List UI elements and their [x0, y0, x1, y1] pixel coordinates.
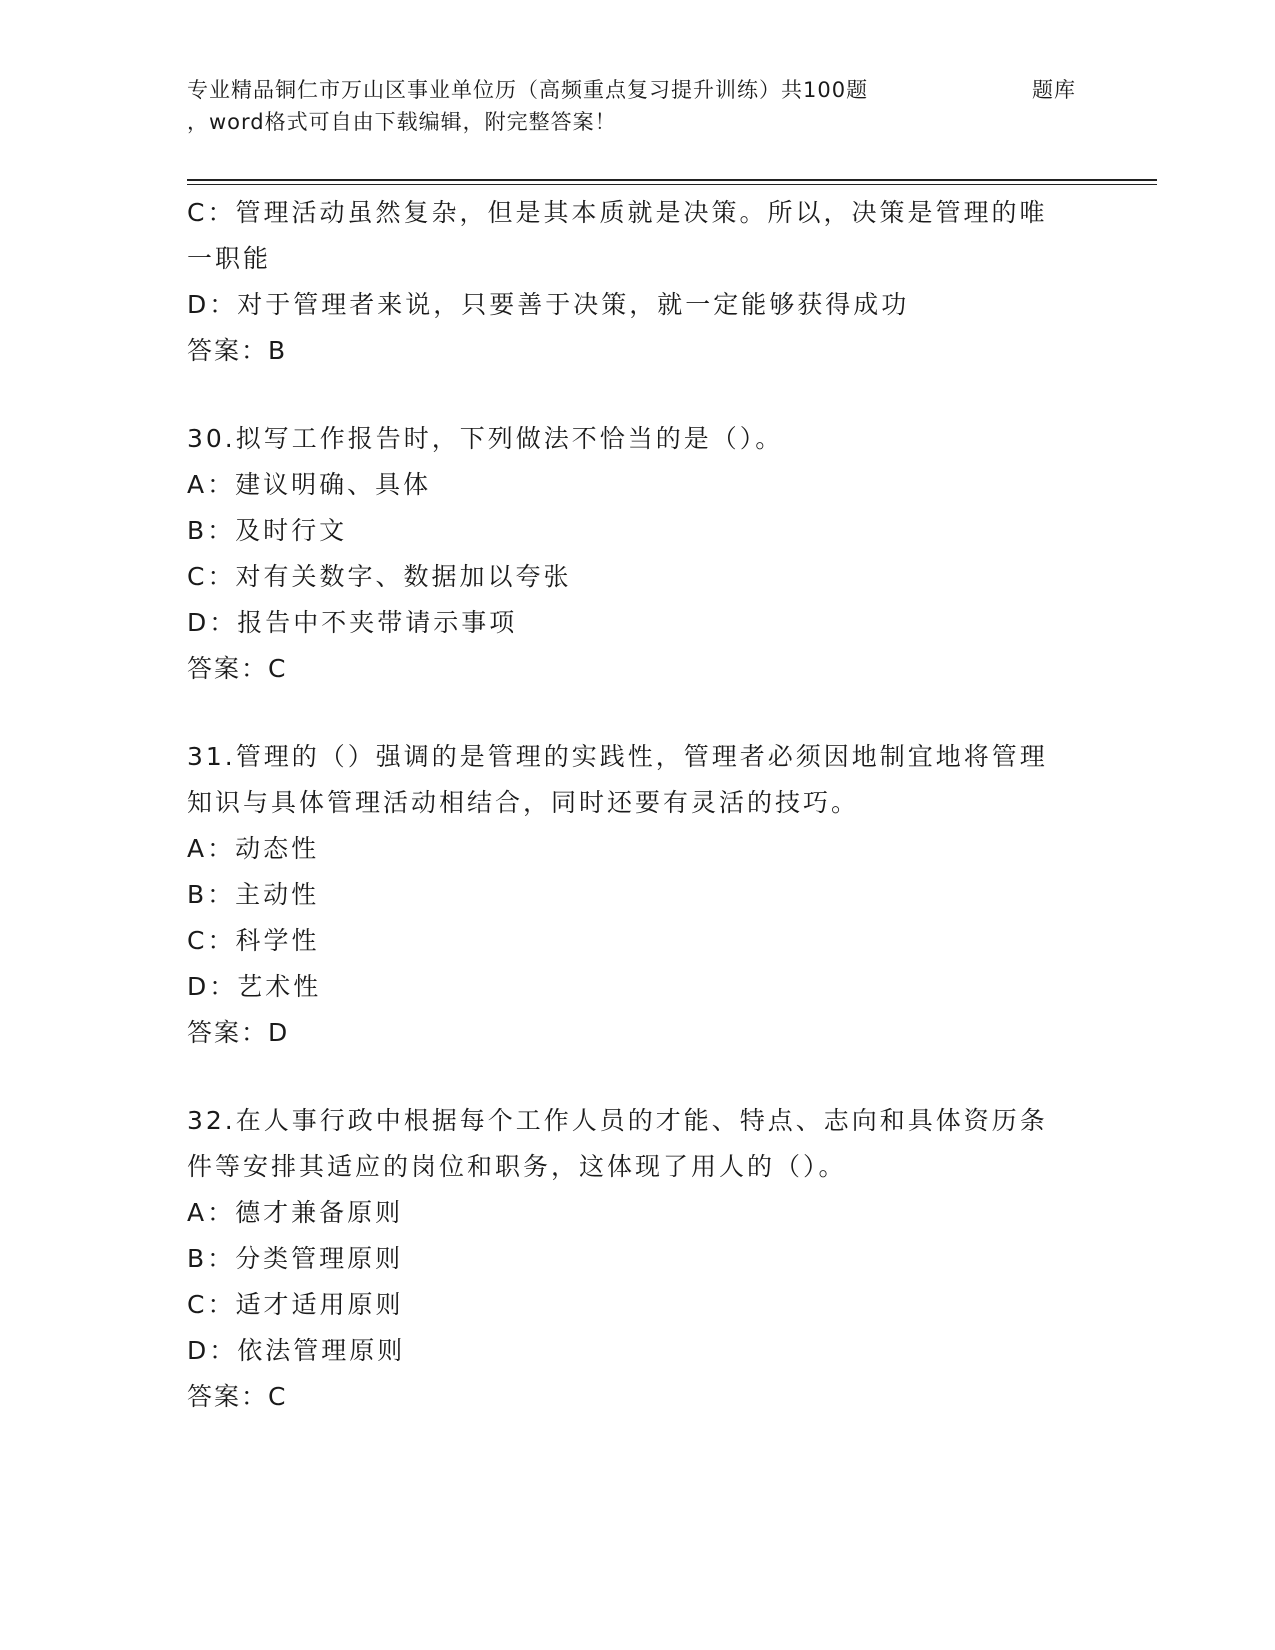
answer: 答案：D — [187, 1018, 290, 1047]
option-a: A：动态性 — [187, 834, 320, 863]
option-c: C：对有关数字、数据加以夸张 — [187, 562, 572, 591]
option-b: B：分类管理原则 — [187, 1244, 404, 1273]
option-c: C：科学性 — [187, 926, 320, 955]
option-b: B：及时行文 — [187, 516, 348, 545]
question-list — [187, 190, 1087, 1420]
header-divider-thin — [187, 184, 1157, 185]
header-subtitle: ，word格式可自由下载编辑，附完整答案！ — [187, 110, 617, 134]
question-stem-continued: 件等安排其适应的岗位和职务，这体现了用人的（）。 — [187, 1152, 847, 1181]
option-a: A：德才兼备原则 — [187, 1198, 404, 1227]
option-c-continued: 一职能 — [187, 244, 272, 273]
option-c: C：管理活动虽然复杂，但是其本质就是决策。所以，决策是管理的唯 — [187, 198, 1048, 227]
option-d: D：对于管理者来说，只要善于决策，就一定能够获得成功 — [187, 290, 910, 319]
document-header — [187, 74, 1087, 138]
option-d: D：艺术性 — [187, 972, 322, 1001]
question-stem-continued: 知识与具体管理活动相结合，同时还要有灵活的技巧。 — [187, 788, 860, 817]
option-b: B：主动性 — [187, 880, 320, 909]
previous-question-tail — [187, 190, 1087, 374]
option-d: D：依法管理原则 — [187, 1336, 406, 1365]
option-a: A：建议明确、具体 — [187, 470, 432, 499]
question-31 — [187, 734, 1087, 1056]
question-stem: 31.管理的（）强调的是管理的实践性，管理者必须因地制宜地将管理 — [187, 742, 1048, 771]
question-stem: 30.拟写工作报告时，下列做法不恰当的是（）。 — [187, 424, 784, 453]
answer: 答案：C — [187, 654, 288, 683]
question-32 — [187, 1098, 1087, 1420]
question-30 — [187, 416, 1087, 692]
header-title-line — [187, 74, 1087, 106]
header-divider-thick — [187, 179, 1157, 181]
option-c: C：适才适用原则 — [187, 1290, 404, 1319]
question-stem: 32.在人事行政中根据每个工作人员的才能、特点、志向和具体资历条 — [187, 1106, 1048, 1135]
option-d: D：报告中不夹带请示事项 — [187, 608, 518, 637]
header-right-label: 题库 — [1032, 78, 1076, 102]
header-title: 专业精品铜仁市万山区事业单位历（高频重点复习提升训练）共100题 — [187, 78, 869, 102]
answer: 答案：B — [187, 336, 288, 365]
answer: 答案：C — [187, 1382, 288, 1411]
